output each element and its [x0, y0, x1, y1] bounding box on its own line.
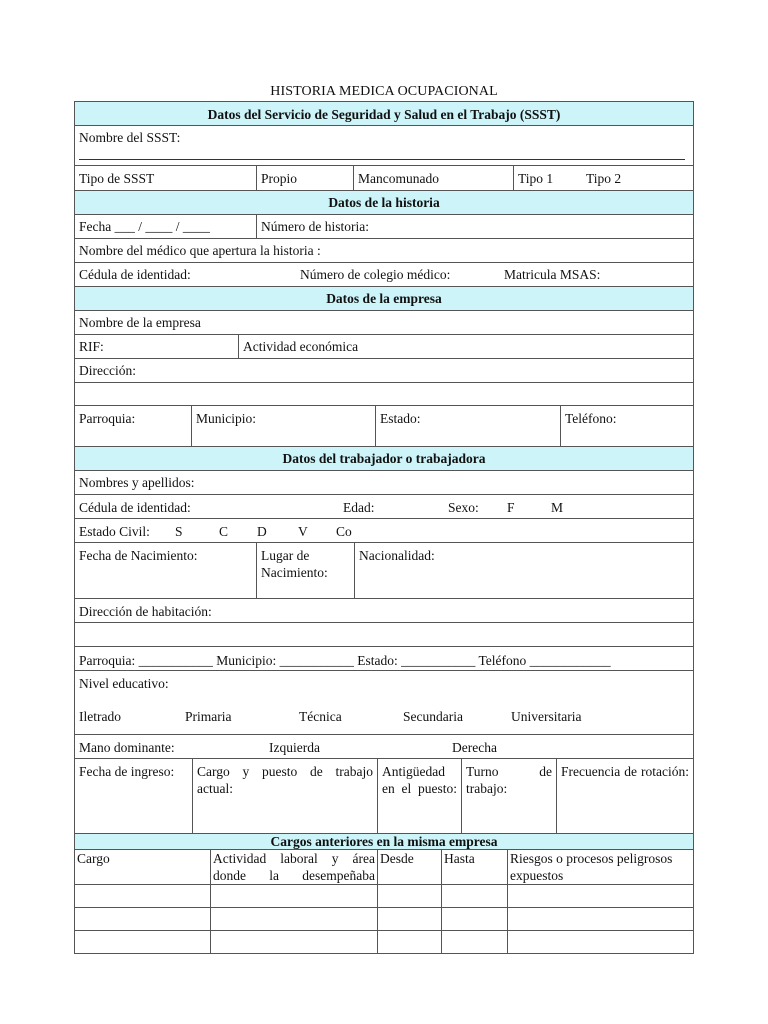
- cell-divider: [441, 885, 442, 907]
- lugar-nac-label: Lugar de Nacimiento:: [261, 548, 328, 580]
- rif-cell[interactable]: [75, 335, 238, 358]
- parroquia-cell[interactable]: [75, 406, 191, 446]
- section-header-cargos: [74, 834, 694, 850]
- cell-divider: [377, 931, 378, 953]
- empresa-direccion-blank[interactable]: [74, 383, 694, 406]
- empresa-nombre-row[interactable]: [74, 311, 694, 335]
- fecha-cell[interactable]: [75, 215, 256, 238]
- cell-divider: [441, 908, 442, 930]
- numero-historia-label: Número de historia:: [261, 219, 369, 234]
- mancomunado-label: Mancomunado: [358, 171, 439, 186]
- direccion-label: Dirección:: [79, 363, 136, 378]
- lugar-nac-cell[interactable]: [256, 543, 354, 598]
- page-title: HISTORIA MEDICA OCUPACIONAL: [270, 84, 498, 99]
- edad-label[interactable]: Edad:: [343, 500, 375, 515]
- empresa-direccion-row[interactable]: [74, 359, 694, 383]
- medico-label: Nombre del médico que apertura la historia :: [79, 243, 321, 258]
- option-tipo[interactable]: [513, 166, 693, 190]
- empresa-nombre-label: Nombre de la empresa: [79, 315, 201, 330]
- cell-divider: [507, 908, 508, 930]
- cell-divider: [377, 885, 378, 907]
- turno-cell[interactable]: [461, 759, 556, 833]
- frecuencia-cell[interactable]: [556, 759, 693, 833]
- nivel-option-iletrado[interactable]: Iletrado: [79, 709, 121, 724]
- nivel-option-universitaria[interactable]: Universitaria: [511, 709, 582, 724]
- col-cargo-label: Cargo: [77, 851, 110, 866]
- cedula-row: [74, 495, 694, 519]
- option-mancomunado[interactable]: [353, 166, 513, 190]
- parroquia-label: Parroquia:: [79, 411, 136, 426]
- col-riesgos: [507, 850, 693, 884]
- civil-option-s[interactable]: S: [175, 524, 183, 539]
- section-title: Datos de la empresa: [326, 291, 442, 306]
- table-row[interactable]: [74, 885, 694, 908]
- fecha-ingreso-label: Fecha de ingreso:: [79, 764, 175, 779]
- municipio-label: Municipio:: [196, 411, 256, 426]
- telefono-label: Teléfono:: [565, 411, 617, 426]
- cell-divider: [210, 885, 211, 907]
- credenciales-row[interactable]: [74, 263, 694, 287]
- estado-civil-label: Estado Civil:: [79, 524, 150, 539]
- col-riesgos-label: Riesgos o procesos peligrosos expuestos: [510, 851, 673, 883]
- numero-historia-cell[interactable]: [256, 215, 693, 238]
- mano-derecha-option[interactable]: Derecha: [452, 740, 497, 755]
- fecha-field[interactable]: Fecha ___ / ____ / ____: [79, 219, 210, 234]
- ubicacion-trabajador-line[interactable]: Parroquia: ___________ Municipio: ___________ Estado: ___________ Teléfono ____________: [79, 653, 611, 668]
- cargo-actual-cell[interactable]: [192, 759, 377, 833]
- nacimiento-row: [74, 543, 694, 599]
- frecuencia-label: Frecuencia de rotación:: [561, 764, 689, 779]
- cell-divider: [507, 885, 508, 907]
- fecha-ingreso-cell[interactable]: [75, 759, 192, 833]
- propio-label: Propio: [261, 171, 298, 186]
- sst-name-label: Nombre del SSST:: [79, 130, 181, 145]
- col-desde: [377, 850, 441, 884]
- col-hasta: [441, 850, 507, 884]
- medical-form: [74, 101, 694, 954]
- civil-option-co[interactable]: Co: [336, 524, 352, 539]
- direccion-hab-row[interactable]: [74, 599, 694, 623]
- fecha-nac-cell[interactable]: [75, 543, 256, 598]
- medico-row[interactable]: [74, 239, 694, 263]
- cell-divider: [441, 931, 442, 953]
- estado-label: Estado:: [380, 411, 421, 426]
- empresa-ubicacion-row: [74, 406, 694, 447]
- nivel-educativo-row: [74, 671, 694, 735]
- cedula-medico-label: Cédula de identidad:: [79, 267, 191, 282]
- sexo-f-option[interactable]: F: [507, 500, 515, 515]
- nivel-educativo-label: Nivel educativo:: [79, 676, 169, 691]
- telefono-cell[interactable]: [560, 406, 693, 446]
- nombres-label: Nombres y apellidos:: [79, 475, 195, 490]
- sst-name-field[interactable]: [79, 159, 685, 160]
- estado-cell[interactable]: [375, 406, 560, 446]
- ingreso-row: [74, 759, 694, 834]
- fecha-nac-label: Fecha de Nacimiento:: [79, 548, 198, 563]
- sst-type-row: [74, 166, 694, 191]
- direccion-hab-label: Dirección de habitación:: [79, 604, 212, 619]
- matricula-label: Matricula MSAS:: [504, 267, 601, 282]
- col-desde-label: Desde: [380, 851, 414, 866]
- sexo-label: Sexo:: [448, 500, 479, 515]
- section-header-empresa: [74, 287, 694, 311]
- cedula-label: Cédula de identidad:: [79, 500, 191, 515]
- antiguedad-label: Antigüedad en el puesto:: [382, 764, 457, 796]
- section-title: Cargos anteriores en la misma empresa: [270, 834, 498, 849]
- sst-type-label: Tipo de SSST: [79, 171, 155, 186]
- turno-label: Turno de trabajo:: [466, 764, 552, 796]
- section-header-trabajador: [74, 447, 694, 471]
- empresa-rif-row: [74, 335, 694, 359]
- tipo1-label[interactable]: Tipo 1: [518, 171, 554, 186]
- tipo2-label[interactable]: Tipo 2: [586, 171, 622, 186]
- col-actividad: [210, 850, 377, 884]
- nacionalidad-cell[interactable]: [354, 543, 693, 598]
- section-header-historia: [74, 191, 694, 215]
- section-title: Datos del Servicio de Seguridad y Salud en el Trabajo (SSST): [207, 107, 561, 122]
- nivel-option-primaria[interactable]: Primaria: [185, 709, 232, 724]
- cargo-actual-label: Cargo y puesto de trabajo actual:: [197, 764, 373, 796]
- option-propio[interactable]: [256, 166, 353, 190]
- cell-divider: [210, 931, 211, 953]
- table-row[interactable]: [74, 931, 694, 954]
- municipio-cell[interactable]: [191, 406, 375, 446]
- nivel-option-secundaria[interactable]: Secundaria: [403, 709, 463, 724]
- direccion-hab-blank[interactable]: [74, 623, 694, 647]
- civil-option-c[interactable]: C: [219, 524, 229, 539]
- mano-izquierda-option[interactable]: Izquierda: [269, 740, 320, 755]
- civil-option-v[interactable]: V: [298, 524, 308, 539]
- nivel-option-tecnica[interactable]: Técnica: [299, 709, 342, 724]
- historia-fecha-row: [74, 215, 694, 239]
- nombres-row[interactable]: [74, 471, 694, 495]
- cell-divider: [210, 908, 211, 930]
- cell-divider: [507, 931, 508, 953]
- sexo-m-option[interactable]: M: [551, 500, 564, 515]
- table-row[interactable]: [74, 908, 694, 931]
- section-title: Datos del trabajador o trabajadora: [282, 451, 486, 466]
- col-hasta-label: Hasta: [444, 851, 475, 866]
- mano-dominante-row: [74, 735, 694, 759]
- actividad-cell[interactable]: [238, 335, 693, 358]
- sst-name-row[interactable]: [74, 126, 694, 166]
- ubicacion-trabajador-row[interactable]: [74, 647, 694, 671]
- rif-label: RIF:: [79, 339, 104, 354]
- col-cargo: [75, 850, 210, 884]
- mano-dominante-label: Mano dominante:: [79, 740, 175, 755]
- nacionalidad-label: Nacionalidad:: [359, 548, 435, 563]
- col-actividad-label: Actividad laboral y área donde la desempeñaba: [213, 851, 375, 883]
- cargos-header-row: [74, 850, 694, 885]
- estado-civil-row: [74, 519, 694, 543]
- cell-divider: [377, 908, 378, 930]
- civil-option-d[interactable]: D: [257, 524, 267, 539]
- antiguedad-cell[interactable]: [377, 759, 461, 833]
- section-title: Datos de la historia: [328, 195, 440, 210]
- colegio-label: Número de colegio médico:: [300, 267, 451, 282]
- section-header-ssst: [74, 101, 694, 126]
- sst-type-cell: [75, 166, 256, 190]
- actividad-label: Actividad económica: [243, 339, 359, 354]
